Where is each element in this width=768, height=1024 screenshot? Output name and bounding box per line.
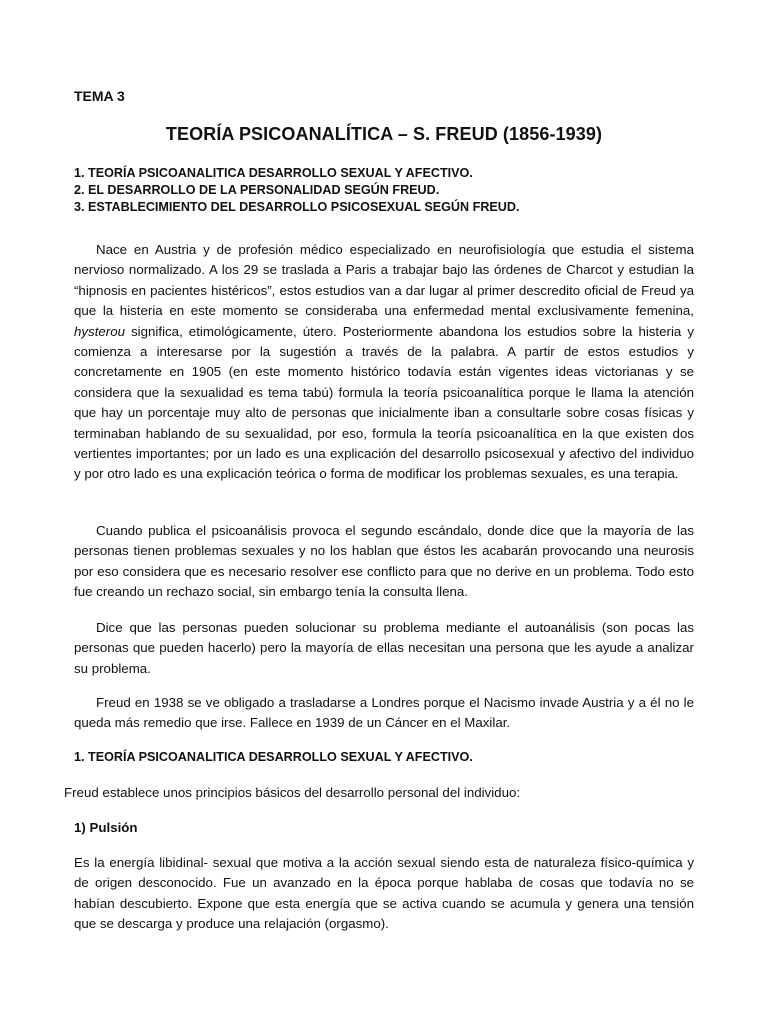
paragraph-autoanalysis: Dice que las personas pueden solucionar su problema mediante el autoanálisis (son pocas las personas que pueden hacerlo) pero la mayoría de ellas necesitan una persona que les ayude a analizar su problema.: [74, 620, 694, 676]
section-heading: 1. TEORÍA PSICOANALITICA DESARROLLO SEXUAL Y AFECTIVO.: [74, 750, 473, 764]
paragraph-scandal: Cuando publica el psicoanálisis provoca el segundo escándalo, donde dice que la mayoría de las personas tienen problemas sexuales y no los hablan que éstos les acabarán provocando una neurosis por eso considera que es necesario resolver ese conflicto para que no derive en un problema. Todo esto fue creando un rechazo social, sin embargo tenía la consulta llena.: [74, 523, 694, 600]
section-label: TEMA 3: [74, 88, 125, 104]
toc-item: 2. EL DESARROLLO DE LA PERSONALIDAD SEGÚN FREUD.: [74, 183, 440, 197]
paragraph-pulsion: Es la energía libidinal- sexual que motiva a la acción sexual siendo esta de naturaleza físico-química y de origen desconocido. Fue un avanzado en la época porque hablaba de cosas que todavía no se habían descubierto. Expone que esta energía que se activa cuando se acumula y genera una tensión que se descarga y produce una relajación (orgasmo).: [74, 855, 694, 932]
subheading-pulsion: 1) Pulsión: [74, 820, 138, 835]
document-title: TEORÍA PSICOANALÍTICA – S. FREUD (1856-1939): [165, 124, 603, 144]
toc-item: 1. TEORÍA PSICOANALITICA DESARROLLO SEXUAL Y AFECTIVO.: [74, 166, 473, 180]
paragraph-text: significa, etimológicamente, útero. Posteriormente abandona los estudios sobre la histeria y comienza a interesarse por la sugestión a través de la palabra. A partir de estos estudios y concretamente en 1905 (en este momento histórico todavía están vigentes ideas victorianas y se considera que la sexualidad es tema tabú) formula la teoría psicoanalítica porque le llama la atención que hay un porcentaje muy alto de personas que inicialmente iban a consultarle sobre cosas físicas y terminaban hablando de su sexualidad, por eso, formula la teoría psicoanalítica en la que existen dos vertientes importantes; por un lado es una explicación del desarrollo psicosexual y afectivo del individuo y por otro lado es una explicación teórica o forma de modificar los problemas sexuales, es una terapia.: [74, 323, 694, 482]
italic-term: hysterou: [74, 323, 125, 339]
toc-item: 3. ESTABLECIMIENTO DEL DESARROLLO PSICOSEXUAL SEGÚN FREUD.: [74, 200, 520, 214]
section-lead: Freud establece unos principios básicos del desarrollo personal del individuo:: [64, 785, 521, 800]
table-of-contents: [74, 165, 520, 216]
paragraph-london: Freud en 1938 se ve obligado a trasladarse a Londres porque el Nacismo invade Austria y a él no le queda más remedio que irse. Fallece en 1939 de un Cáncer en el Maxilar.: [74, 695, 694, 731]
paragraph-text: Nace en Austria y de profesión médico especializado en neurofisiología que estudia el sistema nervioso normalizado. A los 29 se traslada a Paris a trabajar bajo las órdenes de Charcot y estudian la “hipnosis en pacientes histéricos”, estos estudios van a dar lugar al primer descredito oficial de Freud ya que la histeria en este momento se consideraba una enfermedad mental exclusivamente femenina,: [74, 242, 694, 319]
paragraph-biography: [74, 240, 694, 485]
